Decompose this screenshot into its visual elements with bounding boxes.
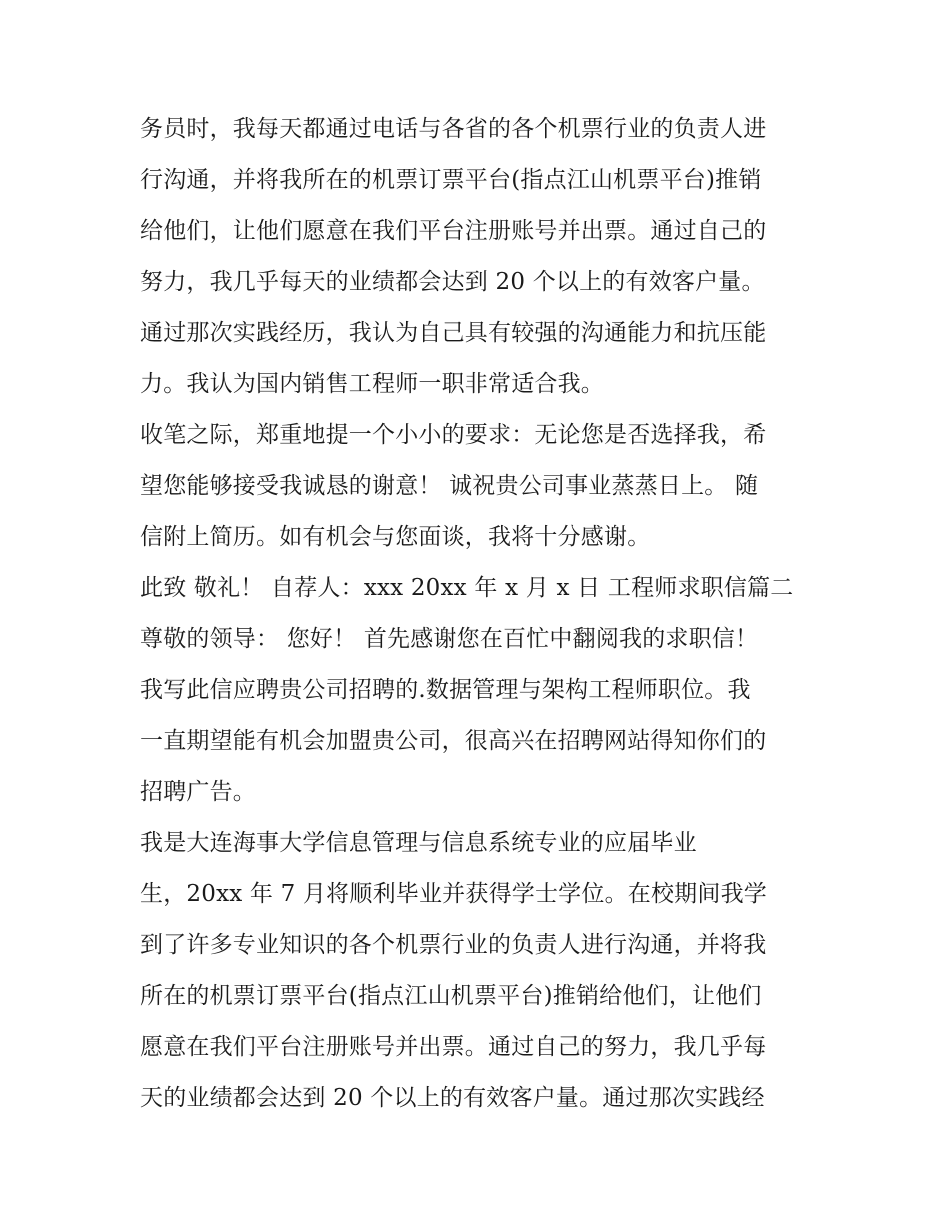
text-line-5: 通过那次实践经历，我认为自己具有较强的沟通能力和抗压能: [140, 320, 767, 346]
text-line-12: 我写此信应聘贵公司招聘的.数据管理与架构工程师职位。我: [140, 677, 751, 703]
text-line-16: 生，20xx 年 7 月将顺利毕业并获得学士学位。在校期间我学: [140, 881, 767, 907]
text-line-13: 一直期望能有机会加盟贵公司，很高兴在招聘网站得知你们的: [140, 728, 767, 754]
document-page: [140, 104, 820, 1124]
text-line-15: 我是大连海事大学信息管理与信息系统专业的应届毕业: [140, 830, 697, 856]
text-line-7: 收笔之际，郑重地提一个小小的要求：无论您是否选择我，希: [140, 422, 767, 448]
text-line-4: 努力，我几乎每天的业绩都会达到 20 个以上的有效客户量。: [140, 269, 765, 295]
text-line-18: 所在的机票订票平台(指点江山机票平台)推销给他们，让他们: [140, 983, 762, 1009]
text-line-11: 尊敬的领导： 您好！ 首先感谢您在百忙中翻阅我的求职信！: [140, 626, 759, 652]
text-line-2: 行沟通，并将我所在的机票订票平台(指点江山机票平台)推销: [140, 167, 762, 193]
text-line-20: 天的业绩都会达到 20 个以上的有效客户量。通过那次实践经: [140, 1085, 765, 1111]
text-line-14: 招聘广告。: [140, 779, 256, 805]
text-line-19: 愿意在我们平台注册账号并出票。通过自己的努力，我几乎每: [140, 1034, 767, 1060]
text-line-3: 给他们，让他们愿意在我们平台注册账号并出票。通过自己的: [140, 218, 767, 244]
text-line-9: 信附上简历。如有机会与您面谈，我将十分感谢。: [140, 524, 651, 550]
text-line-17: 到了许多专业知识的各个机票行业的负责人进行沟通，并将我: [140, 932, 767, 958]
text-line-10: 此致 敬礼！ 自荐人：xxx 20xx 年 x 月 x 日 工程师求职信篇二: [140, 575, 794, 601]
text-line-8: 望您能够接受我诚恳的谢意！ 诚祝贵公司事业蒸蒸日上。 随: [140, 473, 759, 499]
text-line-6: 力。我认为国内销售工程师一职非常适合我。: [140, 371, 604, 397]
text-line-1: 务员时，我每天都通过电话与各省的各个机票行业的负责人进: [140, 116, 767, 142]
